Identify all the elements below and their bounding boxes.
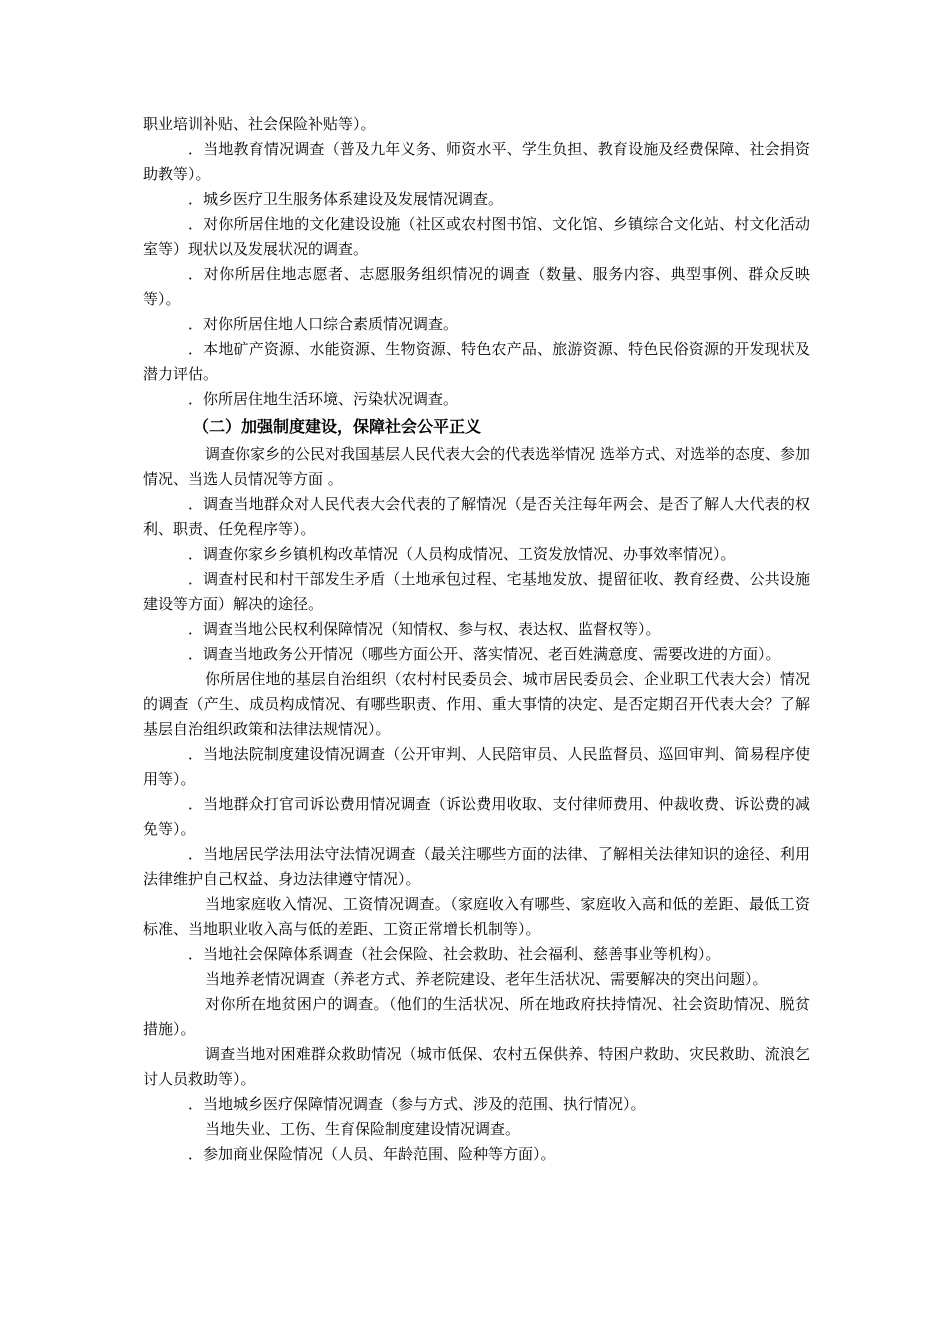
paragraph: ．调查当地公民权利保障情况（知情权、参与权、表达权、监督权等）。 xyxy=(188,620,661,638)
paragraph: ．本地矿产资源、水能资源、生物资源、特色农产品、旅游资源、特色民俗资源的开发现状及潜力评估。 xyxy=(143,340,810,383)
paragraph: ．当地群众打官司诉讼费用情况调查（诉讼费用收取、支付律师费用、仲裁收费、诉讼费的减免等）。 xyxy=(143,795,810,838)
paragraph: 你所居住地的基层自治组织（农村村民委员会、城市居民委员会、企业职工代表大会）情况的调查（产生、成员构成情况、有哪些职责、作用、重大事情的决定、是否定期召开代表大会？了解基层自治组织政策和法律法规情况）。 xyxy=(143,670,810,738)
paragraph: ．对你所居住地人口综合素质情况调查。 xyxy=(188,315,459,333)
paragraph: 职业培训补贴、社会保险补贴等）。 xyxy=(143,115,376,133)
paragraph: ．调查当地政务公开情况（哪些方面公开、落实情况、老百姓满意度、需要改进的方面）。 xyxy=(188,645,781,663)
paragraph: ．调查当地群众对人民代表大会代表的了解情况（是否关注每年两会、是否了解人大代表的权利、职责、任免程序等）。 xyxy=(143,495,810,538)
paragraph: ．调查村民和村干部发生矛盾（土地承包过程、宅基地发放、提留征收、教育经费、公共设施建设等方面）解决的途径。 xyxy=(143,570,810,613)
paragraph: 调查当地对困难群众救助情况（城市低保、农村五保供养、特困户救助、灾民救助、流浪乞讨人员救助等）。 xyxy=(143,1045,810,1088)
paragraph: ．参加商业保险情况（人员、年龄范围、险种等方面）。 xyxy=(188,1145,556,1163)
paragraph: 当地失业、工伤、生育保险制度建设情况调查。 xyxy=(205,1120,521,1138)
paragraph: 当地家庭收入情况、工资情况调查。（家庭收入有哪些、家庭收入高和低的差距、最低工资标准、当地职业收入高与低的差距、工资正常增长机制等）。 xyxy=(143,895,810,938)
paragraph: 对你所在地贫困户的调查。（他们的生活状况、所在地政府扶持情况、社会资助情况、脱贫措施）。 xyxy=(143,995,810,1038)
paragraph: ．城乡医疗卫生服务体系建设及发展情况调查。 xyxy=(188,190,504,208)
paragraph: ．当地法院制度建设情况调查（公开审判、人民陪审员、人民监督员、巡回审判、简易程序使用等）。 xyxy=(143,745,810,788)
paragraph: ．当地城乡医疗保障情况调查（参与方式、涉及的范围、执行情况）。 xyxy=(188,1095,646,1113)
paragraph: 当地养老情况调查（养老方式、养老院建设、老年生活状况、需要解决的突出问题）。 xyxy=(205,970,768,988)
paragraph: ．当地居民学法用法守法情况调查（最关注哪些方面的法律、了解相关法律知识的途径、利用法律维护自己权益、身边法律遵守情况）。 xyxy=(143,845,810,888)
document-page xyxy=(143,112,810,1167)
paragraph: ．当地教育情况调查（普及九年义务、师资水平、学生负担、教育设施及经费保障、社会捐资助教等）。 xyxy=(143,140,810,183)
paragraph: 调查你家乡的公民对我国基层人民代表大会的代表选举情况 选举方式、对选举的态度、参加情况、当选人员情况等方面 。 xyxy=(143,445,810,488)
paragraph: ．对你所居住地的文化建设设施（社区或农村图书馆、文化馆、乡镇综合文化站、村文化活动室等）现状以及发展状况的调查。 xyxy=(143,215,810,258)
paragraph: ．对你所居住地志愿者、志愿服务组织情况的调查（数量、服务内容、典型事例、群众反映等）。 xyxy=(143,265,810,308)
paragraph: ．调查你家乡乡镇机构改革情况（人员构成情况、工资发放情况、办事效率情况）。 xyxy=(188,545,736,563)
section-heading: （二）加强制度建设，保障社会公平正义 xyxy=(193,417,482,436)
paragraph: ．当地社会保障体系调查（社会保险、社会救助、社会福利、慈善事业等机构）。 xyxy=(188,945,721,963)
paragraph: ．你所居住地生活环境、污染状况调查。 xyxy=(188,390,459,408)
